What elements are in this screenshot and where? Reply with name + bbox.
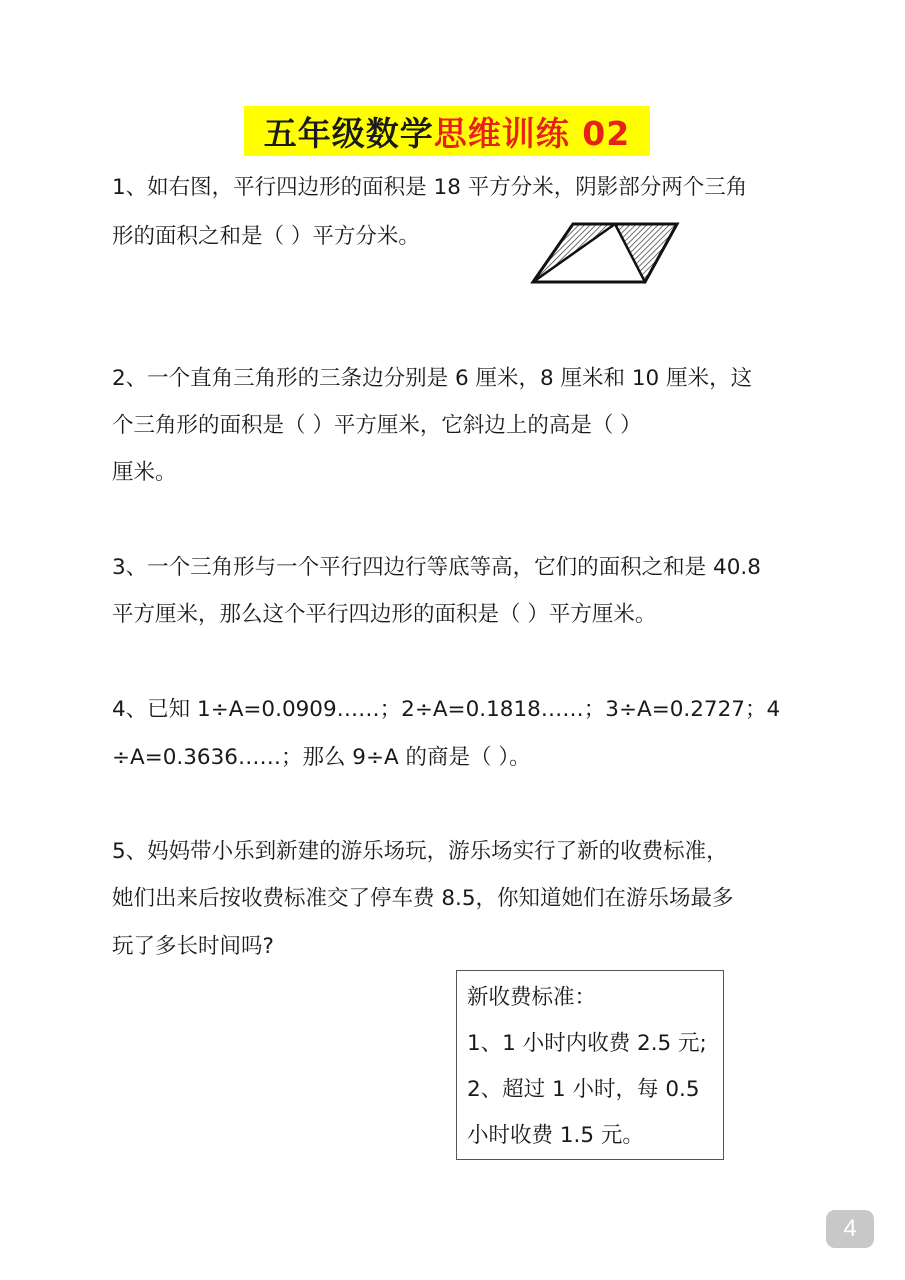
- question-3-line-1: 3、一个三角形与一个平行四边行等底等高，它们的面积之和是 40.8: [112, 555, 761, 580]
- page-title: [264, 108, 630, 155]
- question-5-line-1: 5、妈妈带小乐到新建的游乐场玩，游乐场实行了新的收费标准，: [112, 839, 728, 864]
- page-number-badge: 4: [826, 1210, 874, 1248]
- fee-heading: 新收费标准：: [467, 985, 597, 1010]
- question-2-line-2: 个三角形的面积是（ ）平方厘米，它斜边上的高是（ ）: [112, 413, 642, 438]
- title-highlight: [244, 106, 650, 156]
- fee-rule-1: 1、1 小时内收费 2.5 元;: [467, 1031, 707, 1056]
- fee-standard-box: [456, 970, 724, 1160]
- fee-rule-2: 2、超过 1 小时，每 0.5: [467, 1077, 700, 1102]
- shaded-triangle-right: [615, 224, 677, 282]
- fee-rule-3: 小时收费 1.5 元。: [467, 1123, 644, 1148]
- question-1-line-2: 形的面积之和是（ ）平方分米。: [112, 224, 420, 249]
- question-2-line-3: 厘米。: [112, 460, 177, 485]
- question-2-line-1: 2、一个直角三角形的三条边分别是 6 厘米，8 厘米和 10 厘米，这: [112, 366, 753, 391]
- title-part-red: 思维训练 02: [433, 113, 631, 153]
- question-4-line-2: ÷A=0.3636……；那么 9÷A 的商是（ ）。: [112, 745, 531, 770]
- title-part-black: 五年级数学: [263, 113, 434, 153]
- question-4-line-1: 4、已知 1÷A=0.0909……；2÷A=0.1818……；3÷A=0.2727；4: [112, 697, 781, 722]
- parallelogram-figure: [525, 216, 685, 288]
- question-3-line-2: 平方厘米，那么这个平行四边形的面积是（ ）平方厘米。: [112, 602, 657, 627]
- question-1-line-1: 1、如右图，平行四边形的面积是 18 平方分米，阴影部分两个三角: [112, 175, 748, 200]
- question-5-line-3: 玩了多长时间吗?: [112, 934, 274, 959]
- question-5-line-2: 她们出来后按收费标准交了停车费 8.5，你知道她们在游乐场最多: [112, 886, 734, 911]
